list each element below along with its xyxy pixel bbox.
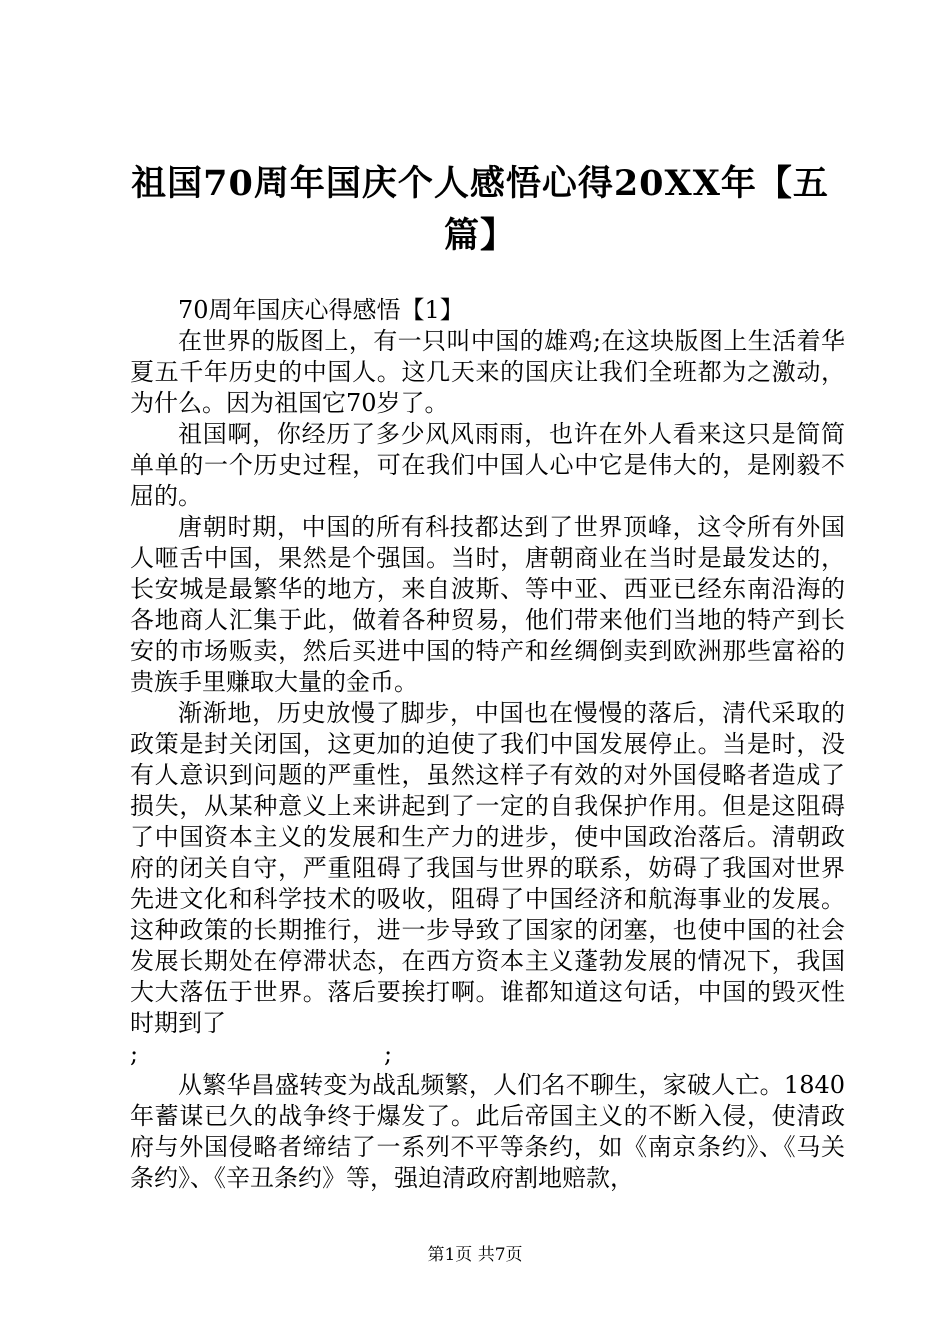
paragraph: 祖国啊，你经历了多少风风雨雨，也许在外人看来这只是简简单单的一个历史过程，可在我们中国人心中它是伟大的，是刚毅不屈的。 — [130, 420, 845, 510]
semicolon-left: ; — [130, 1040, 139, 1068]
paragraph: 唐朝时期，中国的所有科技都达到了世界顶峰，这令所有外国人咂舌中国，果然是个强国。当时，唐朝商业在当时是最发达的，长安城是最繁华的地方，来自波斯、等中亚、西亚已经东南沿海的各地商人汇集于此，做着各种贸易，他们带来他们当地的特产到长安的市场贩卖，然后买进中国的特产和丝绸倒卖到欧洲那些富裕的贵族手里赚取大量的金币。 — [130, 513, 845, 696]
document-title: 祖国70周年国庆个人感悟心得20XX年【五篇】 — [131, 163, 829, 256]
semicolon-right: ; — [384, 1040, 393, 1068]
paragraph: 渐渐地，历史放慢了脚步，中国也在慢慢的落后，清代采取的政策是封关闭国，这更加的迫使了我们中国发展停止。当是时，没有人意识到问题的严重性，虽然这样子有效的对外国侵略者造成了损失，从某种意义上来讲起到了一定的自我保护作用。但是这阻碍了中国资本主义的发展和生产力的进步，使中国政治落后。清朝政府的闭关自守，严重阻碍了我国与世界的联系，妨碍了我国对世界先进文化和科学技术的吸收，阻碍了中国经济和航海事业的发展。这种政策的长期推行，进一步导致了国家的闭塞，也使中国的社会发展长期处在停滞状态，在西方资本主义蓬勃发展的情况下，我国大大落伍于世界。落后要挨打啊。谁都知道这句话，中国的毁灭性时期到了 — [130, 699, 845, 1037]
section-heading: 70周年国庆心得感悟【1】 — [178, 296, 464, 324]
paragraph: 从繁华昌盛转变为战乱频繁，人们名不聊生，家破人亡。1840年蓄谋已久的战争终于爆发了。此后帝国主义的不断入侵，使清政府与外国侵略者缔结了一系列不平等条约，如《南京条约》、《马关条约》、《辛丑条约》等，强迫清政府割地赔款， — [130, 1071, 845, 1192]
page-footer: 第1页 共7页 — [427, 1245, 523, 1265]
document-body — [130, 295, 845, 1194]
semicolon-line — [130, 1039, 845, 1070]
paragraph: 在世界的版图上，有一只叫中国的雄鸡;在这块版图上生活着华夏五千年历史的中国人。这几天来的国庆让我们全班都为之激动，为什么。因为祖国它70岁了。 — [130, 327, 845, 417]
